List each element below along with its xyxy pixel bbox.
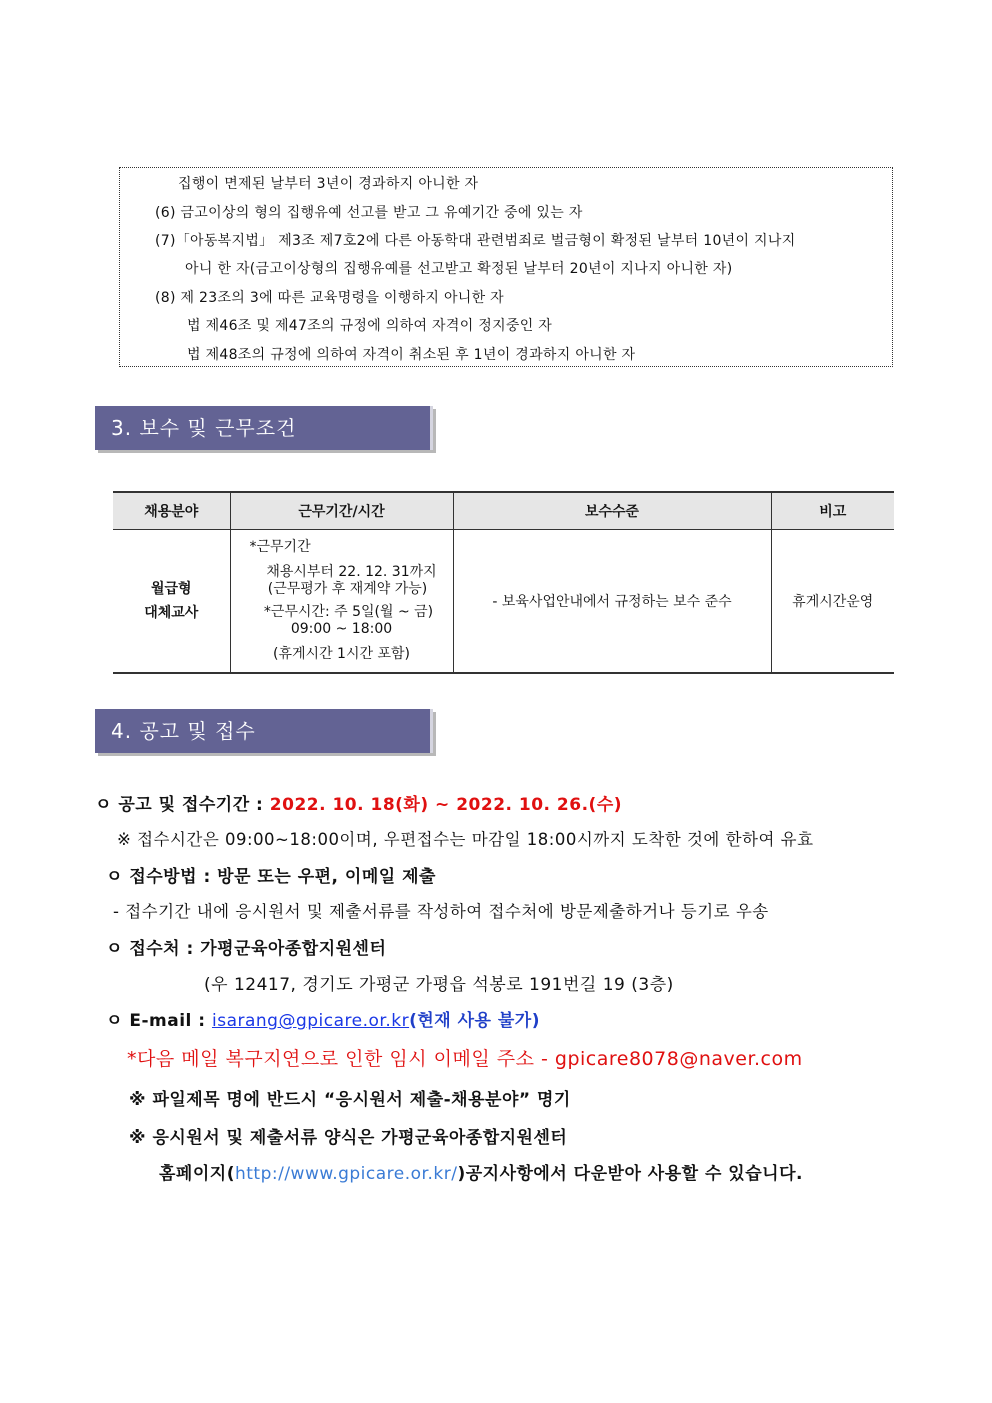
field-cell bbox=[113, 530, 230, 674]
address-line: (우 12417, 경기도 가평군 가평읍 석봉로 191번길 19 (3층) bbox=[204, 975, 674, 995]
time-note: ※ 접수시간은 09:00~18:00이며, 우편접수는 마감일 18:00시까지 도착한 것에 한하여 유효 bbox=[117, 830, 814, 849]
period-line: *근무기간 bbox=[249, 539, 311, 555]
box-line: 집행이 면제된 날부터 3년이 경과하지 아니한 자 bbox=[178, 176, 479, 192]
period-cell bbox=[230, 530, 453, 674]
section-heading-pay: 3. 보수 및 근무조건 bbox=[95, 406, 433, 450]
homepage-link[interactable]: http://www.gpicare.or.kr/ bbox=[234, 1164, 458, 1184]
field-line: 대체교사 bbox=[144, 605, 199, 621]
period-line: 채용시부터 22. 12. 31까지 bbox=[266, 564, 437, 580]
note-cell: 휴게시간운영 bbox=[771, 530, 894, 674]
box-line: 법 제46조 및 제47조의 규정에 의하여 자격이 정지중인 자 bbox=[187, 318, 553, 334]
box-line: 아니 한 자(금고이상형의 집행유예를 선고받고 확정된 날부터 20년이 지나지 아니한 자) bbox=[185, 261, 733, 277]
period-label: ㅇ 공고 및 접수기간 : bbox=[95, 795, 270, 815]
email-status: (현재 사용 불가) bbox=[409, 1011, 540, 1031]
email-link[interactable]: isarang@gpicare.or.kr bbox=[211, 1011, 410, 1031]
period-value: 2022. 10. 18(화) ~ 2022. 10. 26.(수) bbox=[269, 795, 623, 815]
email-label: ㅇ E-mail : bbox=[106, 1011, 212, 1031]
method-note: - 접수기간 내에 응시원서 및 제출서류를 작성하여 접수처에 방문제출하거나 등기로 우송 bbox=[113, 902, 769, 921]
column-header: 비고 bbox=[771, 492, 894, 530]
box-line: (6) 금고이상의 형의 집행유예 선고를 받고 그 유예기간 중에 있는 자 bbox=[155, 205, 583, 221]
column-header: 채용분야 bbox=[113, 492, 230, 530]
form-note-suffix: )공지사항에서 다운받아 사용할 수 있습니다. bbox=[457, 1164, 803, 1184]
period-line: *근무시간: 주 5일(월 ~ 금) bbox=[263, 604, 434, 620]
pay-cell: - 보육사업안내에서 규정하는 보수 준수 bbox=[453, 530, 771, 674]
box-line: (7)「아동복지법」 제3조 제7호2에 다른 아동학대 관련범죄로 벌금형이 확정된 날부터 10년이 지나지 bbox=[155, 233, 796, 249]
box-line: (8) 제 23조의 3에 따른 교육명령을 이행하지 아니한 자 bbox=[155, 290, 505, 306]
period-line: (근무평가 후 재계약 가능) bbox=[267, 581, 428, 597]
email-row bbox=[106, 1006, 540, 1031]
period-row bbox=[95, 790, 622, 815]
table-row bbox=[113, 530, 894, 674]
table-header-row bbox=[113, 492, 894, 530]
period-line: (휴게시간 1시간 포함) bbox=[273, 646, 410, 662]
method-row: ㅇ 접수방법 : 방문 또는 우편, 이메일 제출 bbox=[106, 867, 436, 887]
pay-conditions-table bbox=[113, 491, 894, 674]
period-line: 09:00 ~ 18:00 bbox=[290, 621, 393, 637]
column-header: 보수수준 bbox=[453, 492, 771, 530]
form-note-line2 bbox=[159, 1159, 803, 1184]
form-note-prefix: 홈페이지( bbox=[159, 1164, 235, 1184]
box-line: 법 제48조의 규정에 의하여 자격이 취소된 후 1년이 경과하지 아니한 자 bbox=[187, 347, 636, 363]
file-name-note: ※ 파일제목 명에 반드시 “응시원서 제출-채용분야” 명기 bbox=[129, 1090, 571, 1110]
form-note-line1: ※ 응시원서 및 제출서류 양식은 가평군육아종합지원센터 bbox=[129, 1128, 568, 1148]
place-row: ㅇ 접수처 : 가평군육아종합지원센터 bbox=[106, 939, 387, 959]
section-heading-notice: 4. 공고 및 접수 bbox=[95, 709, 433, 753]
field-line: 월급형 bbox=[150, 581, 192, 597]
column-header: 근무기간/시간 bbox=[230, 492, 453, 530]
temp-email-note: *다음 메일 복구지연으로 인한 임시 이메일 주소 - gpicare8078@naver.com bbox=[127, 1048, 803, 1070]
